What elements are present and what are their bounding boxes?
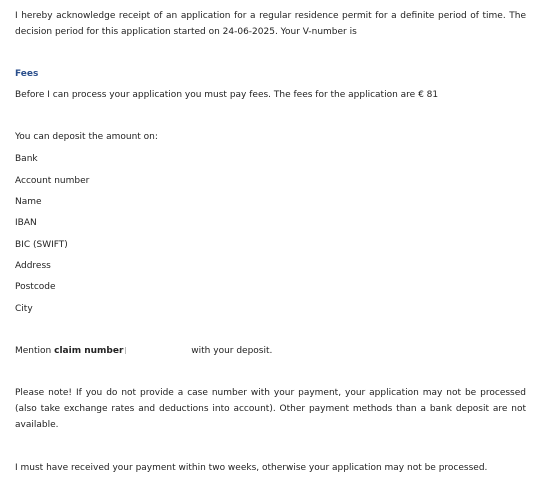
intro-paragraph: I hereby acknowledge receipt of an application for a regular residence permit for a definite period of time. The decision period for this application started on 24-06-2025. Your V-number is <box>15 11 526 37</box>
field-iban: IBAN <box>15 218 37 228</box>
claim-number-label: claim number <box>54 346 124 356</box>
mention-line <box>15 344 272 358</box>
field-account-number: Account number <box>15 176 90 186</box>
fees-paragraph: Before I can process your application you must pay fees. The fees for the application are € 81 <box>15 90 439 100</box>
field-postcode: Postcode <box>15 282 56 292</box>
note-paragraph: Please note! If you do not provide a case number with your payment, your application may not be processed (also take exchange rates and deductions into account). Other payment methods than a bank deposit are not available. <box>15 388 526 430</box>
field-bank: Bank <box>15 154 38 164</box>
field-bic-swift: BIC (SWIFT) <box>15 240 68 250</box>
field-city: City <box>15 304 33 314</box>
fees-heading: Fees <box>15 69 39 79</box>
mention-suffix: with your deposit. <box>191 346 273 356</box>
claim-number-placeholder <box>125 347 126 354</box>
deadline-paragraph: I must have received your payment within two weeks, otherwise your application may not be processed. <box>15 463 488 473</box>
deposit-intro: You can deposit the amount on: <box>15 132 158 142</box>
field-address: Address <box>15 261 51 271</box>
field-name: Name <box>15 197 42 207</box>
mention-prefix: Mention <box>15 346 52 356</box>
